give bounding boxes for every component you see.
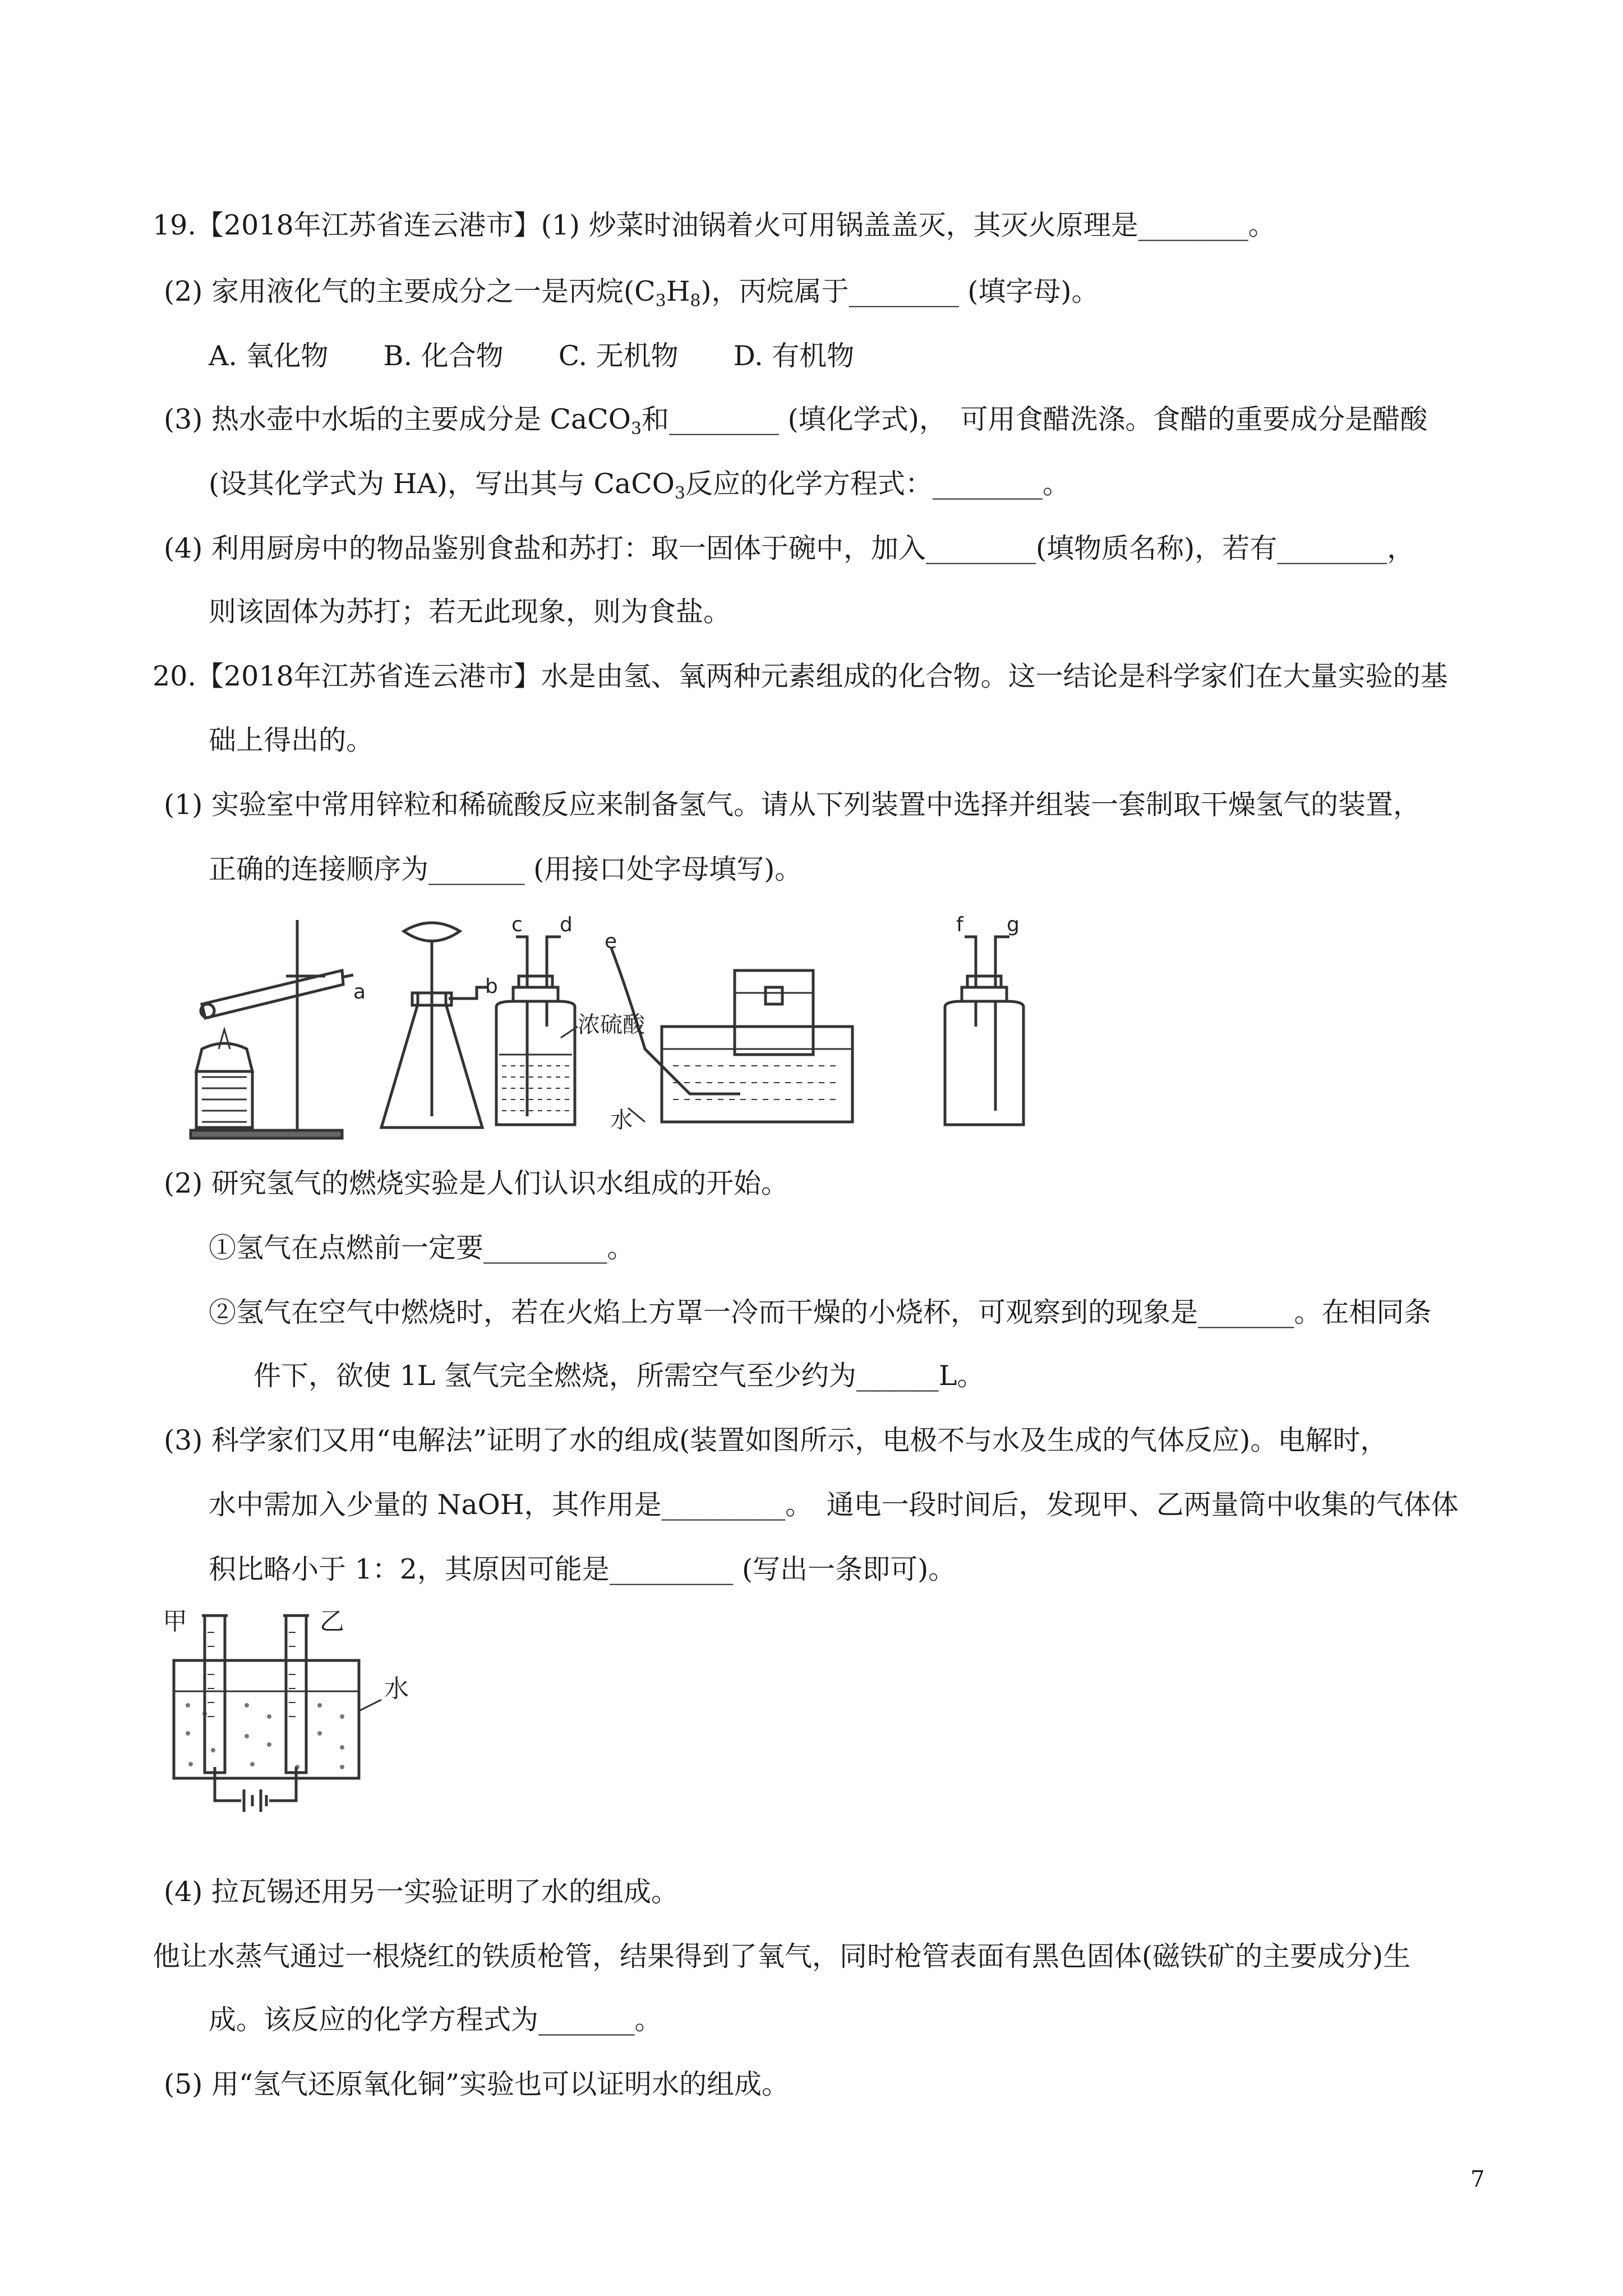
q20-line-2: 础上得出的。 (209, 724, 374, 756)
q20-line-5: (2) 研究氢气的燃烧实验是人们认识水组成的开始。 (164, 1167, 789, 1199)
port-f-label: f (956, 913, 963, 936)
apparatus-figure (185, 909, 1116, 1144)
q20-line-12: (4) 拉瓦锡还用另一实验证明了水的组成。 (164, 1876, 679, 1908)
q20-line-3: (1) 实验室中常用锌粒和稀硫酸反应来制备氢气。请从下列装置中选择并组装一套制取干燥氢气的装置， (164, 789, 1421, 821)
q20-line-7: ②氢气在空气中燃烧时，若在火焰上方罩一冷而干燥的小烧杯，可观察到的现象是_______。在相同条 (209, 1296, 1432, 1328)
wash-bottle-acid (496, 937, 578, 1125)
q20-line-1: 20.【2018年江苏省连云港市】水是由氢、氧两种元素组成的化合物。这一结论是科学家们在大量实验的基 (153, 660, 1448, 692)
electrolysis-figure (157, 1604, 421, 1851)
q19-line-2-post: )，丙烷属于________ (填字母)。 (700, 275, 1099, 307)
q19-line-4-pre: (3) 热水壶中水垢的主要成分是 CaCO (164, 403, 631, 435)
port-a-label: a (353, 981, 366, 1004)
subscript-3: 3 (630, 419, 642, 439)
q20-line-9: (3) 科学家们又用“电解法”证明了水的组成(装置如图所示，电极不与水及生成的气体反应)。电解时， (164, 1424, 1388, 1456)
electrolysis-water-label: 水 (384, 1674, 409, 1703)
trough-water-label: 水 (610, 1107, 633, 1133)
q20-line-8: 件下，欲使 1L 氢气完全燃烧，所需空气至少约为______L。 (253, 1360, 985, 1392)
q19-line-5-post: 反应的化学方程式：________。 (685, 468, 1070, 500)
subscript-8: 8 (690, 291, 701, 311)
q19-line-4-post: 和________ (填化学式)， 可用食醋洗涤。食醋的重要成分是醋酸 (642, 403, 1428, 435)
q19-line-6: (4) 利用厨房中的物品鉴别食盐和苏打：取一固体于碗中，加入________(填物质名称)，若有________， (164, 532, 1415, 564)
port-e-label: e (605, 930, 617, 953)
port-c-label: c (511, 913, 523, 936)
subscript-3: 3 (655, 291, 666, 311)
q20-line-13: 他让水蒸气通过一根烧红的铁质枪管，结果得到了氧气，同时枪管表面有黑色固体(磁铁矿的主要成分)生 (153, 1940, 1411, 1972)
collecting-bottle (945, 937, 1023, 1125)
port-b-label: b (485, 975, 498, 998)
q19-line-7: 则该固体为苏打；若无此现象，则为食盐。 (209, 596, 731, 628)
q20-line-15: (5) 用“氢气还原氧化铜”实验也可以证明水的组成。 (164, 2068, 790, 2100)
q19-options: A. 氧化物 B. 化合物 C. 无机物 D. 有机物 (209, 340, 855, 372)
q20-line-14: 成。该反应的化学方程式为_______。 (209, 2004, 662, 2036)
q19-line-4 (164, 403, 1428, 439)
subscript-3: 3 (674, 484, 685, 503)
page-number: 7 (1470, 2166, 1485, 2192)
q19-line-2-mid: H (666, 275, 690, 307)
q20-line-4: 正确的连接顺序为_______ (用接口处字母填写)。 (209, 853, 803, 885)
port-d-label: d (560, 913, 573, 936)
heating-apparatus (191, 920, 353, 1138)
q19-line-2-pre: (2) 家用液化气的主要成分之一是丙烷(C (164, 275, 656, 307)
cylinder-jia-label: 甲 (163, 1607, 187, 1636)
q19-line-5-pre: (设其化学式为 HA)，写出其与 CaCO (209, 468, 675, 500)
q19-line-2 (164, 275, 1099, 309)
flask-apparatus (381, 923, 488, 1128)
q20-line-6: ①氢气在点燃前一定要_________。 (209, 1232, 635, 1264)
q20-line-11: 积比略小于 1：2，其原因可能是_________ (写出一条即可)。 (209, 1553, 956, 1585)
port-g-label: g (1007, 913, 1020, 936)
q19-line-1: 19.【2018年江苏省连云港市】(1) 炒菜时油锅着火可用锅盖盖灭，其灭火原理是________。 (153, 209, 1276, 241)
water-trough (611, 948, 852, 1122)
sulfuric-acid-label: 浓硫酸 (578, 1012, 645, 1038)
q20-line-10: 水中需加入少量的 NaOH，其作用是_________。 通电一段时间后，发现甲、乙两量筒中收集的气体体 (209, 1489, 1459, 1521)
cylinder-yi-label: 乙 (320, 1607, 344, 1636)
q19-line-5 (209, 467, 1070, 501)
